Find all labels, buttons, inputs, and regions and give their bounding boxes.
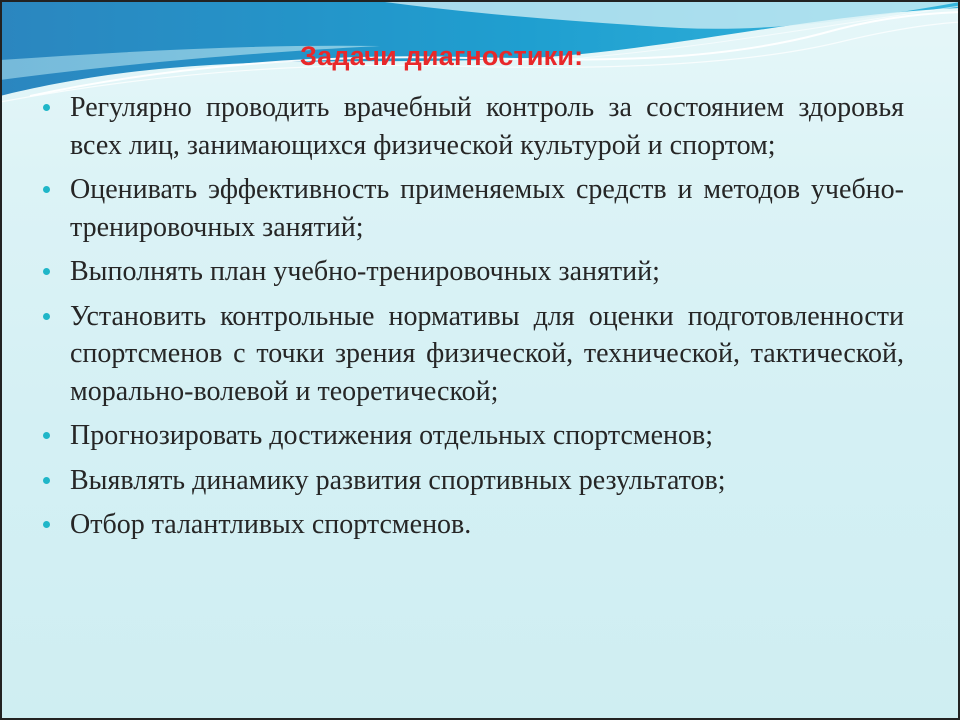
bullet-icon xyxy=(43,477,50,484)
bullet-list xyxy=(70,89,904,551)
bullet-text: Оценивать эффективность применяемых средств и методов учебно-тренировочных занятий; xyxy=(70,174,904,243)
bullet-icon xyxy=(43,313,50,320)
bullet-item xyxy=(70,417,904,455)
bullet-icon xyxy=(43,104,50,111)
bullet-item xyxy=(70,89,904,164)
bullet-icon xyxy=(43,268,50,275)
bullet-icon xyxy=(43,186,50,193)
bullet-text: Выявлять динамику развития спортивных результатов; xyxy=(70,464,726,496)
frame-top xyxy=(0,0,960,2)
bullet-text: Отбор талантливых спортсменов. xyxy=(70,509,472,540)
bullet-text: Выполнять план учебно-тренировочных занятий; xyxy=(70,256,660,287)
bullet-item xyxy=(70,462,904,500)
bullet-item xyxy=(70,506,904,544)
slide-title: Задачи диагностики: xyxy=(300,41,584,71)
bullet-item xyxy=(70,171,904,246)
bullet-text: Установить контрольные нормативы для оценки подготовленности спортсменов с точки зрения физической, технической, тактической, морально-волевой и теоретической; xyxy=(70,300,904,407)
bullet-text: Регулярно проводить врачебный контроль за состоянием здоровья всех лиц, занимающихся физической культурой и спортом; xyxy=(70,92,904,161)
bullet-item xyxy=(70,298,904,411)
bullet-item xyxy=(70,253,904,291)
frame-left xyxy=(0,0,2,720)
bullet-text: Прогнозировать достижения отдельных спортсменов; xyxy=(70,420,714,451)
bullet-icon xyxy=(43,521,50,528)
bullet-icon xyxy=(43,432,50,439)
